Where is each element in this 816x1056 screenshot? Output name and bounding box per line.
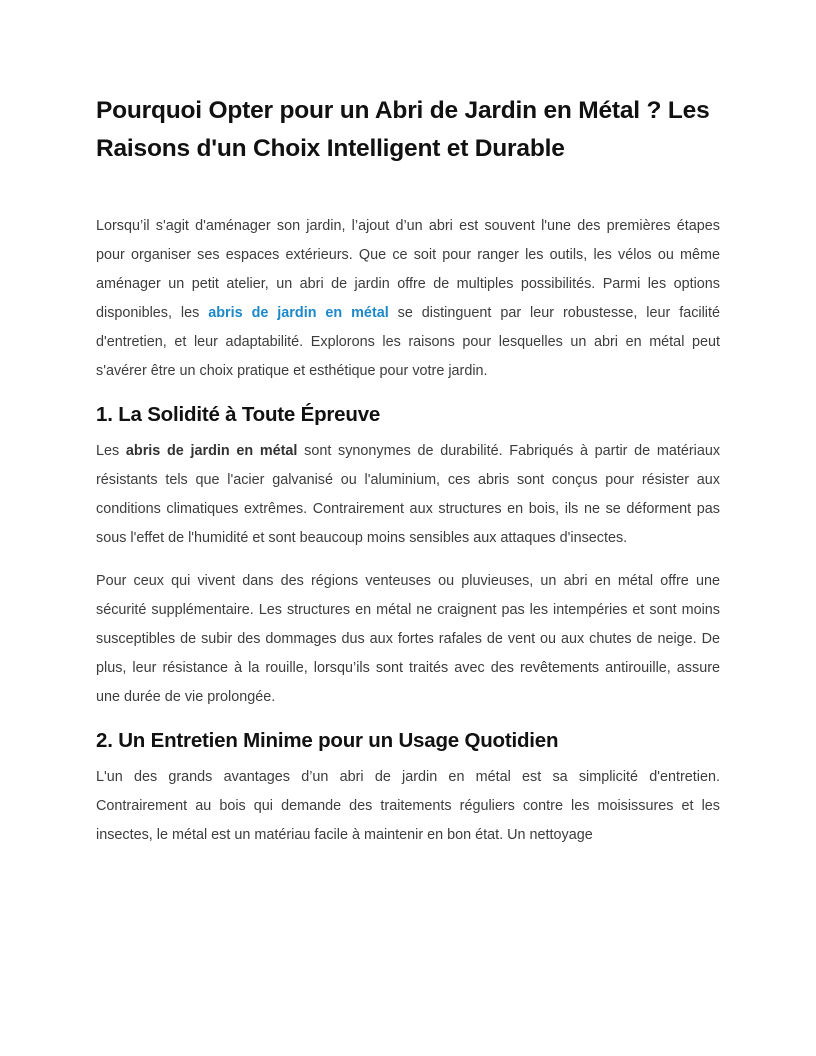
document-page — [96, 92, 720, 864]
section-1-paragraph-2: Pour ceux qui vivent dans des régions venteuses ou pluvieuses, un abri en métal offre une sécurité supplémentaire. Les structures en métal ne craignent pas les intempéries et sont moins susceptibles de subir des dommages dus aux fortes rafales de vent ou aux chutes de neige. De plus, leur résistance à la rouille, lorsqu’ils sont traités avec des revêtements antirouille, assure une durée de vie prolongée. — [96, 573, 720, 705]
section-1-p1-before: Les — [96, 443, 126, 459]
section-1-p1-bold: abris de jardin en métal — [125, 443, 298, 459]
intro-text-after: se distinguent par leur robustesse, leur facilité d'entretien, et leur adaptabilité. Explorons les raisons pour lesquelles un abri en métal peut s'avérer être un choix pratique et esthétique pour votre jardin. — [96, 305, 721, 379]
section-1-paragraph-1 — [96, 437, 720, 553]
section-1-heading: 1. La Solidité à Toute Épreuve — [96, 403, 381, 426]
abris-metal-link[interactable]: abris de jardin en métal — [208, 305, 389, 321]
intro-paragraph — [96, 212, 720, 386]
section-2-heading: 2. Un Entretien Minime pour un Usage Quotidien — [96, 729, 559, 752]
page-title: Pourquoi Opter pour un Abri de Jardin en Métal ? Les Raisons d'un Choix Intelligent et Durable — [96, 97, 710, 162]
section-1-p1-after: sont synonymes de durabilité. Fabriqués à partir de matériaux résistants tels que l'acier galvanisé ou l'aluminium, ces abris sont conçus pour résister aux conditions climatiques extrêmes. Contrairement aux structures en bois, ils ne se déforment pas sous l'effet de l'humidité et sont beaucoup moins sensibles aux attaques d'insectes. — [96, 443, 721, 546]
section-2-paragraph-1: L'un des grands avantages d’un abri de jardin en métal est sa simplicité d'entretien. Contrairement au bois qui demande des traitements réguliers contre les moisissures et les insectes, le métal est un matériau facile à maintenir en bon état. Un nettoyage — [96, 769, 720, 843]
intro-text-before: Lorsqu’il s'agit d'aménager son jardin, l’ajout d’un abri est souvent l'une des premières étapes pour organiser ses espaces extérieurs. Que ce soit pour ranger les outils, les vélos ou même aménager un petit atelier, un abri de jardin offre de multiples possibilités. Parmi les options disponibles, les — [96, 218, 720, 321]
